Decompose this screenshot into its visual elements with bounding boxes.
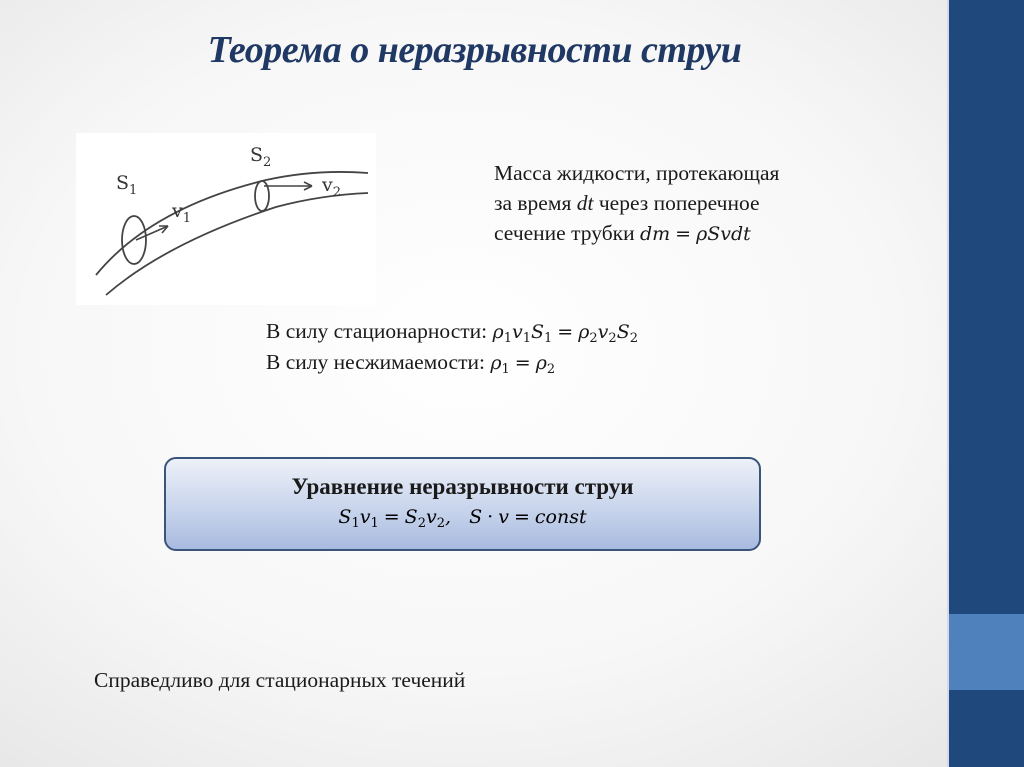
mass-formula: dm = ρSvdt	[639, 223, 751, 245]
incompressibility-line: В силу несжимаемости: $\rho_1 = \rho_2$	[266, 350, 556, 377]
label-s2: $S_2$	[250, 144, 272, 170]
stationarity-block	[266, 316, 638, 378]
mass-line-1: Масса жидкости, протекающая	[494, 161, 780, 185]
validity-note: Справедливо для стационарных течений	[94, 668, 466, 692]
dt-variable: dt	[576, 191, 594, 215]
box-title: Уравнение неразрывности струи	[291, 474, 634, 499]
stationarity-line: В силу стационарности: $\rho_1v_1S_1 = \rho_2v_2S_2$	[266, 319, 638, 346]
stream-tube-diagram	[76, 133, 376, 305]
label-s1: $S_1$	[116, 172, 138, 198]
mass-description	[494, 158, 779, 249]
mass-line-2: за время dt через поперечное	[494, 191, 760, 215]
incompressibility-formula: $\rho_1 = \rho_2$	[490, 352, 556, 377]
section-s1-ellipse	[122, 216, 146, 264]
sidebar-accent	[949, 614, 1024, 690]
stream-tube-figure	[76, 133, 376, 305]
continuity-equation-box	[164, 457, 761, 551]
label-v1: $v_1$	[172, 200, 192, 226]
continuity-equation: $S_1v_1 = S_2v_2$, S · v = const	[338, 506, 587, 531]
label-v2: $v_2$	[322, 174, 342, 200]
stationarity-formula: $\rho_1v_1S_1 = \rho_2v_2S_2$	[492, 321, 638, 346]
mass-line-3: сечение трубки dm = ρSvdt	[494, 221, 751, 245]
slide-title: Теорема о неразрывности струи	[207, 29, 742, 71]
